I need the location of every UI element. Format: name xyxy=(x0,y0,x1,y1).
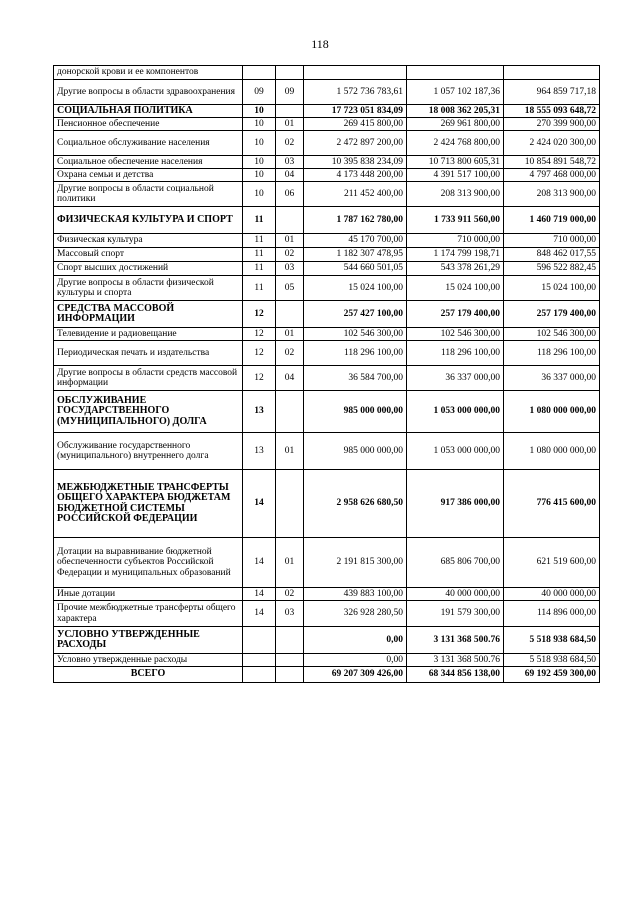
table-row xyxy=(54,207,600,234)
section-code-cell: 10 xyxy=(243,131,276,156)
amount-year3-cell: 4 797 468 000,00 xyxy=(504,169,600,182)
amount-year2-cell: 1 174 799 198,71 xyxy=(407,248,504,262)
subsection-code-cell xyxy=(276,667,304,683)
row-name-cell: Условно утвержденные расходы xyxy=(54,654,243,667)
section-code-cell: 10 xyxy=(243,105,276,118)
amount-year3-cell: 5 518 938 684,50 xyxy=(504,654,600,667)
amount-year2-cell: 1 053 000 000,00 xyxy=(407,391,504,433)
row-name-cell: Обслуживание государственного (муниципального) внутреннего долга xyxy=(54,433,243,470)
amount-year2-cell: 257 179 400,00 xyxy=(407,301,504,328)
page-number: 118 xyxy=(311,37,329,51)
subsection-code-cell: 01 xyxy=(276,234,304,248)
amount-year3-cell: 2 424 020 300,00 xyxy=(504,131,600,156)
amount-year2-cell: 40 000 000,00 xyxy=(407,588,504,601)
amount-year1-cell: 326 928 280,50 xyxy=(304,601,407,627)
section-code-cell: 14 xyxy=(243,538,276,588)
row-name-cell: ОБСЛУЖИВАНИЕ ГОСУДАРСТВЕННОГО (МУНИЦИПАЛЬНОГО) ДОЛГА xyxy=(54,391,243,433)
amount-year3-cell: 36 337 000,00 xyxy=(504,366,600,391)
subsection-code-cell: 03 xyxy=(276,156,304,169)
amount-year1-cell: 211 452 400,00 xyxy=(304,182,407,207)
amount-year1-cell: 0,00 xyxy=(304,654,407,667)
table-row xyxy=(54,80,600,105)
row-name-cell: донорской крови и ее компонентов xyxy=(54,66,243,80)
subsection-code-cell xyxy=(276,470,304,538)
subsection-code-cell: 02 xyxy=(276,588,304,601)
subsection-code-cell xyxy=(276,391,304,433)
section-code-cell: 12 xyxy=(243,328,276,341)
amount-year3-cell: 40 000 000,00 xyxy=(504,588,600,601)
amount-year1-cell: 257 427 100,00 xyxy=(304,301,407,328)
amount-year1-cell xyxy=(304,66,407,80)
amount-year3-cell: 1 080 000 000,00 xyxy=(504,433,600,470)
amount-year1-cell: 269 415 800,00 xyxy=(304,118,407,131)
subsection-code-cell: 06 xyxy=(276,182,304,207)
row-name-cell: Пенсионное обеспечение xyxy=(54,118,243,131)
amount-year3-cell: 102 546 300,00 xyxy=(504,328,600,341)
subsection-code-cell xyxy=(276,207,304,234)
table-row xyxy=(54,667,600,683)
table-row xyxy=(54,169,600,182)
row-name-cell: Социальное обеспечение населения xyxy=(54,156,243,169)
amount-year3-cell: 621 519 600,00 xyxy=(504,538,600,588)
amount-year3-cell: 15 024 100,00 xyxy=(504,276,600,301)
table-row xyxy=(54,118,600,131)
amount-year2-cell: 191 579 300,00 xyxy=(407,601,504,627)
amount-year2-cell: 118 296 100,00 xyxy=(407,341,504,366)
amount-year2-cell: 1 053 000 000,00 xyxy=(407,433,504,470)
section-code-cell: 12 xyxy=(243,301,276,328)
section-code-cell: 10 xyxy=(243,156,276,169)
subsection-code-cell: 04 xyxy=(276,169,304,182)
subsection-code-cell: 02 xyxy=(276,131,304,156)
subsection-code-cell xyxy=(276,654,304,667)
amount-year3-cell: 114 896 000,00 xyxy=(504,601,600,627)
amount-year3-cell: 18 555 093 648,72 xyxy=(504,105,600,118)
subsection-code-cell: 05 xyxy=(276,276,304,301)
amount-year1-cell: 10 395 838 234,09 xyxy=(304,156,407,169)
section-code-cell: 13 xyxy=(243,433,276,470)
budget-table-body xyxy=(54,66,600,683)
subsection-code-cell xyxy=(276,627,304,654)
subsection-code-cell: 03 xyxy=(276,262,304,276)
table-row xyxy=(54,262,600,276)
table-row xyxy=(54,654,600,667)
subsection-code-cell: 02 xyxy=(276,248,304,262)
amount-year3-cell: 118 296 100,00 xyxy=(504,341,600,366)
row-name-cell: Физическая культура xyxy=(54,234,243,248)
amount-year1-cell: 0,00 xyxy=(304,627,407,654)
table-row xyxy=(54,248,600,262)
subsection-code-cell: 09 xyxy=(276,80,304,105)
amount-year1-cell: 69 207 309 426,00 xyxy=(304,667,407,683)
section-code-cell xyxy=(243,66,276,80)
amount-year2-cell: 1 733 911 560,00 xyxy=(407,207,504,234)
amount-year2-cell: 18 008 362 205,31 xyxy=(407,105,504,118)
amount-year2-cell: 3 131 368 500.76 xyxy=(407,627,504,654)
table-row xyxy=(54,276,600,301)
table-row xyxy=(54,366,600,391)
section-code-cell: 11 xyxy=(243,262,276,276)
table-row xyxy=(54,156,600,169)
row-name-cell: Спорт высших достижений xyxy=(54,262,243,276)
row-name-cell: ВСЕГО xyxy=(54,667,243,683)
amount-year1-cell: 15 024 100,00 xyxy=(304,276,407,301)
subsection-code-cell: 02 xyxy=(276,341,304,366)
amount-year1-cell: 45 170 700,00 xyxy=(304,234,407,248)
table-row xyxy=(54,234,600,248)
section-code-cell: 10 xyxy=(243,118,276,131)
row-name-cell: Телевидение и радиовещание xyxy=(54,328,243,341)
section-code-cell xyxy=(243,654,276,667)
section-code-cell xyxy=(243,627,276,654)
row-name-cell: Другие вопросы в области средств массовой информации xyxy=(54,366,243,391)
amount-year2-cell: 102 546 300,00 xyxy=(407,328,504,341)
table-row xyxy=(54,433,600,470)
amount-year1-cell: 118 296 100,00 xyxy=(304,341,407,366)
amount-year2-cell: 2 424 768 800,00 xyxy=(407,131,504,156)
row-name-cell: ФИЗИЧЕСКАЯ КУЛЬТУРА И СПОРТ xyxy=(54,207,243,234)
amount-year1-cell: 36 584 700,00 xyxy=(304,366,407,391)
amount-year3-cell: 270 399 900,00 xyxy=(504,118,600,131)
section-code-cell: 11 xyxy=(243,248,276,262)
amount-year3-cell: 10 854 891 548,72 xyxy=(504,156,600,169)
table-row xyxy=(54,328,600,341)
amount-year2-cell: 208 313 900,00 xyxy=(407,182,504,207)
amount-year3-cell: 1 460 719 000,00 xyxy=(504,207,600,234)
table-row xyxy=(54,105,600,118)
subsection-code-cell: 01 xyxy=(276,433,304,470)
subsection-code-cell: 01 xyxy=(276,328,304,341)
table-row xyxy=(54,301,600,328)
table-row xyxy=(54,341,600,366)
subsection-code-cell: 04 xyxy=(276,366,304,391)
table-row xyxy=(54,66,600,80)
amount-year2-cell: 3 131 368 500.76 xyxy=(407,654,504,667)
amount-year2-cell xyxy=(407,66,504,80)
amount-year2-cell: 269 961 800,00 xyxy=(407,118,504,131)
amount-year3-cell: 69 192 459 300,00 xyxy=(504,667,600,683)
amount-year2-cell: 36 337 000,00 xyxy=(407,366,504,391)
section-code-cell: 11 xyxy=(243,234,276,248)
table-row xyxy=(54,601,600,627)
amount-year2-cell: 917 386 000,00 xyxy=(407,470,504,538)
section-code-cell: 11 xyxy=(243,207,276,234)
amount-year1-cell: 2 958 626 680,50 xyxy=(304,470,407,538)
amount-year1-cell: 4 173 448 200,00 xyxy=(304,169,407,182)
amount-year1-cell: 2 191 815 300,00 xyxy=(304,538,407,588)
subsection-code-cell xyxy=(276,301,304,328)
amount-year1-cell: 985 000 000,00 xyxy=(304,391,407,433)
row-name-cell: Массовый спорт xyxy=(54,248,243,262)
subsection-code-cell: 01 xyxy=(276,538,304,588)
row-name-cell: Периодическая печать и издательства xyxy=(54,341,243,366)
row-name-cell: Охрана семьи и детства xyxy=(54,169,243,182)
table-row xyxy=(54,470,600,538)
amount-year2-cell: 68 344 856 138,00 xyxy=(407,667,504,683)
amount-year1-cell: 2 472 897 200,00 xyxy=(304,131,407,156)
amount-year3-cell: 596 522 882,45 xyxy=(504,262,600,276)
amount-year1-cell: 17 723 051 834,09 xyxy=(304,105,407,118)
amount-year1-cell: 544 660 501,05 xyxy=(304,262,407,276)
row-name-cell: Социальное обслуживание населения xyxy=(54,131,243,156)
section-code-cell: 12 xyxy=(243,366,276,391)
amount-year3-cell: 848 462 017,55 xyxy=(504,248,600,262)
amount-year3-cell xyxy=(504,66,600,80)
section-code-cell: 11 xyxy=(243,276,276,301)
section-code-cell: 10 xyxy=(243,169,276,182)
section-code-cell: 14 xyxy=(243,588,276,601)
amount-year1-cell: 439 883 100,00 xyxy=(304,588,407,601)
amount-year2-cell: 1 057 102 187,36 xyxy=(407,80,504,105)
table-row xyxy=(54,131,600,156)
subsection-code-cell xyxy=(276,105,304,118)
amount-year3-cell: 1 080 000 000,00 xyxy=(504,391,600,433)
row-name-cell: УСЛОВНО УТВЕРЖДЕННЫЕ РАСХОДЫ xyxy=(54,627,243,654)
row-name-cell: Другие вопросы в области социальной политики xyxy=(54,182,243,207)
amount-year3-cell: 5 518 938 684,50 xyxy=(504,627,600,654)
amount-year1-cell: 1 572 736 783,61 xyxy=(304,80,407,105)
section-code-cell: 10 xyxy=(243,182,276,207)
row-name-cell: МЕЖБЮДЖЕТНЫЕ ТРАНСФЕРТЫ ОБЩЕГО ХАРАКТЕРА БЮДЖЕТАМ БЮДЖЕТНОЙ СИСТЕМЫ РОССИЙСКОЙ ФЕДЕРАЦИИ xyxy=(54,470,243,538)
amount-year2-cell: 10 713 800 605,31 xyxy=(407,156,504,169)
amount-year2-cell: 685 806 700,00 xyxy=(407,538,504,588)
amount-year2-cell: 4 391 517 100,00 xyxy=(407,169,504,182)
amount-year3-cell: 710 000,00 xyxy=(504,234,600,248)
row-name-cell: Прочие межбюджетные трансферты общего характера xyxy=(54,601,243,627)
amount-year3-cell: 257 179 400,00 xyxy=(504,301,600,328)
row-name-cell: Иные дотации xyxy=(54,588,243,601)
table-row xyxy=(54,391,600,433)
row-name-cell: СРЕДСТВА МАССОВОЙ ИНФОРМАЦИИ xyxy=(54,301,243,328)
row-name-cell: Другие вопросы в области физической культуры и спорта xyxy=(54,276,243,301)
amount-year2-cell: 15 024 100,00 xyxy=(407,276,504,301)
row-name-cell: СОЦИАЛЬНАЯ ПОЛИТИКА xyxy=(54,105,243,118)
section-code-cell: 13 xyxy=(243,391,276,433)
section-code-cell xyxy=(243,667,276,683)
section-code-cell: 14 xyxy=(243,470,276,538)
subsection-code-cell: 01 xyxy=(276,118,304,131)
table-row xyxy=(54,588,600,601)
table-row xyxy=(54,627,600,654)
section-code-cell: 09 xyxy=(243,80,276,105)
subsection-code-cell xyxy=(276,66,304,80)
subsection-code-cell: 03 xyxy=(276,601,304,627)
amount-year3-cell: 208 313 900,00 xyxy=(504,182,600,207)
row-name-cell: Другие вопросы в области здравоохранения xyxy=(54,80,243,105)
row-name-cell: Дотации на выравнивание бюджетной обеспеченности субъектов Российской Федерации и муниципальных образований xyxy=(54,538,243,588)
amount-year2-cell: 543 378 261,29 xyxy=(407,262,504,276)
table-row xyxy=(54,182,600,207)
amount-year3-cell: 964 859 717,18 xyxy=(504,80,600,105)
section-code-cell: 12 xyxy=(243,341,276,366)
budget-table xyxy=(53,65,600,683)
section-code-cell: 14 xyxy=(243,601,276,627)
amount-year1-cell: 1 182 307 478,95 xyxy=(304,248,407,262)
amount-year3-cell: 776 415 600,00 xyxy=(504,470,600,538)
amount-year1-cell: 985 000 000,00 xyxy=(304,433,407,470)
amount-year1-cell: 102 546 300,00 xyxy=(304,328,407,341)
amount-year2-cell: 710 000,00 xyxy=(407,234,504,248)
table-row xyxy=(54,538,600,588)
amount-year1-cell: 1 787 162 780,00 xyxy=(304,207,407,234)
